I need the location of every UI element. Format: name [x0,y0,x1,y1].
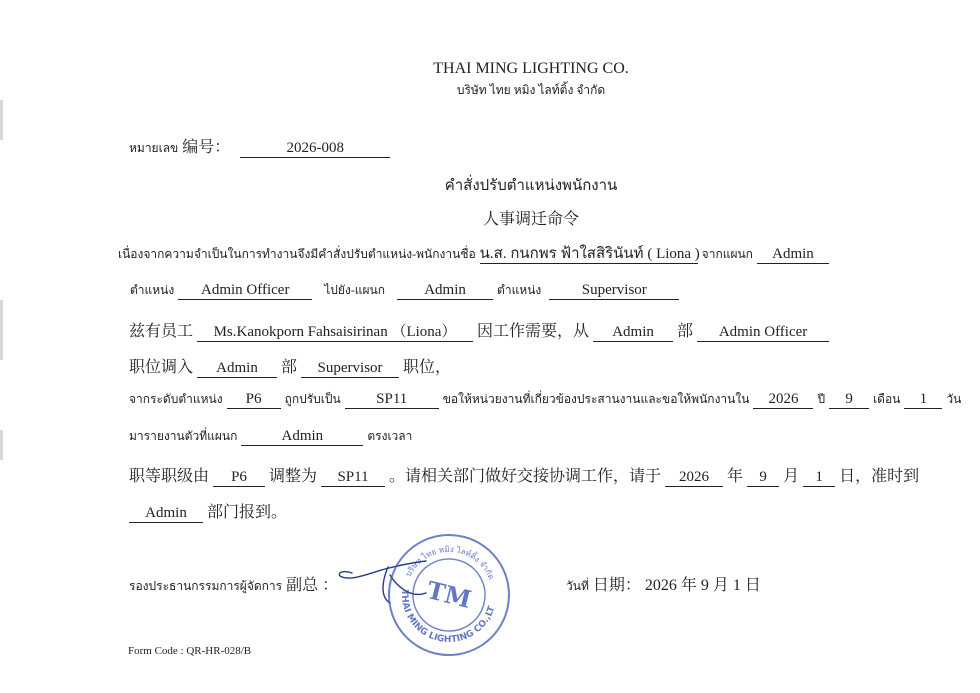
scan-edge [0,430,3,460]
cn-line-3-notify: 。请相关部门做好交接协调工作，请于 [389,468,662,485]
day-label-th: วัน [946,392,962,406]
doc-number-label-th: หมายเลข [129,141,179,155]
cn-line-2-suffix: 职位， [403,359,452,376]
to-dept-label-th: ไปยัง-แผนก [324,283,386,297]
cn-line-2-prefix: 职位调入 [129,359,194,376]
year-word-cn: 年 [727,468,744,485]
day-word-cn: 日，准时到 [839,468,920,485]
from-position-th: Admin Officer [178,283,312,300]
report-label-th: มารายงานตัวที่แผนก [129,429,238,443]
level-label-th: จากระดับตำแหน่ง [129,392,223,406]
stamp-bottom-text: THAI MING LIGHTING CO.,LTD. [398,589,498,646]
from-position-cn: Admin Officer [697,325,829,342]
thai-line-4 [129,427,412,446]
to-position-cn: Supervisor [301,361,399,378]
signoff-vp [129,572,338,596]
cn-line-1-mid: 因工作需要，从 [477,323,590,340]
vp-label-th: รองประธานกรรมการผู้จัดการ [129,579,283,593]
thai-line-1-prefix: เนื่องจากความจำเป็นในการทำงานจึงมีคำสั่งปรับตำแหน่ง-พนักงานชื่อ [118,247,476,261]
to-dept-th: Admin [397,283,493,300]
date-value: 2026 年 9 月 1 日 [644,577,761,594]
cn-line-4 [129,499,287,523]
thai-line-3 [129,390,961,409]
stamp-logo: TM [424,575,475,614]
form-code: Form Code : QR-HR-028/B [128,645,252,657]
notify-text-th: ขอให้หน่วยงานที่เกี่ยวข้องประสานงานและขอให้พนักงานใน [442,392,750,406]
scan-edge [0,100,3,140]
to-position-th: Supervisor [549,283,679,300]
cn-line-1 [129,318,829,342]
year-th: 2026 [753,392,813,409]
position-label-th: ตำแหน่ง [130,283,175,297]
report-suffix-th: ตรงเวลา [367,429,413,443]
company-stamp [384,530,514,660]
to-position-label-th: ตำแหน่ง [497,283,542,297]
month-label-th: เดือน [873,392,901,406]
stamp-top-text: บริษัท ไทย หมิง ไลท์ติ้ง จำกัด [403,544,496,581]
cn-line-4-suffix: 部门报到。 [207,504,288,521]
from-level-cn: P6 [213,470,265,487]
signoff-date [566,572,761,596]
report-dept-th: Admin [241,429,363,446]
date-label-cn: 日期： [592,577,641,594]
company-name-en: THAI MING LIGHTING CO. [433,60,629,77]
company-name-th: บริษัท ไทย หมิง ไลท์ติ้ง จำกัด [456,83,606,97]
from-dept-label-th: จากแผนก [701,247,753,261]
cn-line-2 [129,354,451,378]
dept-word-2: 部 [281,359,298,376]
thai-line-1 [118,245,829,264]
dept-word-1: 部 [677,323,694,340]
cn-line-1-prefix: 兹有员工 [129,323,194,340]
from-dept-th: Admin [757,247,829,264]
date-label-th: วันที่ [566,579,589,593]
report-dept-cn: Admin [129,506,203,523]
month-cn: 9 [747,470,779,487]
to-level-cn: SP11 [321,470,385,487]
day-th: 1 [904,392,942,409]
title-cn: 人事调迁命令 [482,211,579,228]
doc-number-row [129,134,390,158]
month-word-cn: 月 [783,468,800,485]
vp-label-cn: 副总 ： [286,577,339,594]
cn-line-3-mid: 调整为 [269,468,318,485]
doc-number-label-cn: 编号： [182,139,231,156]
year-cn: 2026 [665,470,723,487]
month-th: 9 [829,392,869,409]
to-level-th: SP11 [345,392,439,409]
scan-edge [0,300,3,360]
from-level-th: P6 [227,392,281,409]
employee-name-th: น.ส. กนกพร ฟ้าใสสิรินันท์ ( Liona ) [479,246,700,262]
to-dept-cn: Admin [197,361,277,378]
cn-line-3-prefix: 职等职级由 [129,468,210,485]
adjust-label-th: ถูกปรับเป็น [284,392,341,406]
day-cn: 1 [803,470,835,487]
from-dept-cn: Admin [593,325,673,342]
thai-line-2 [130,281,679,300]
cn-line-3 [129,463,919,487]
year-label-th: ปี [817,392,826,406]
employee-name-cn: Ms.Kanokporn Fahsaisirinan （Liona） [197,325,473,342]
title-th: คำสั่งปรับตำแหน่งพนักงาน [444,178,618,194]
doc-number-value: 2026-008 [240,141,390,158]
